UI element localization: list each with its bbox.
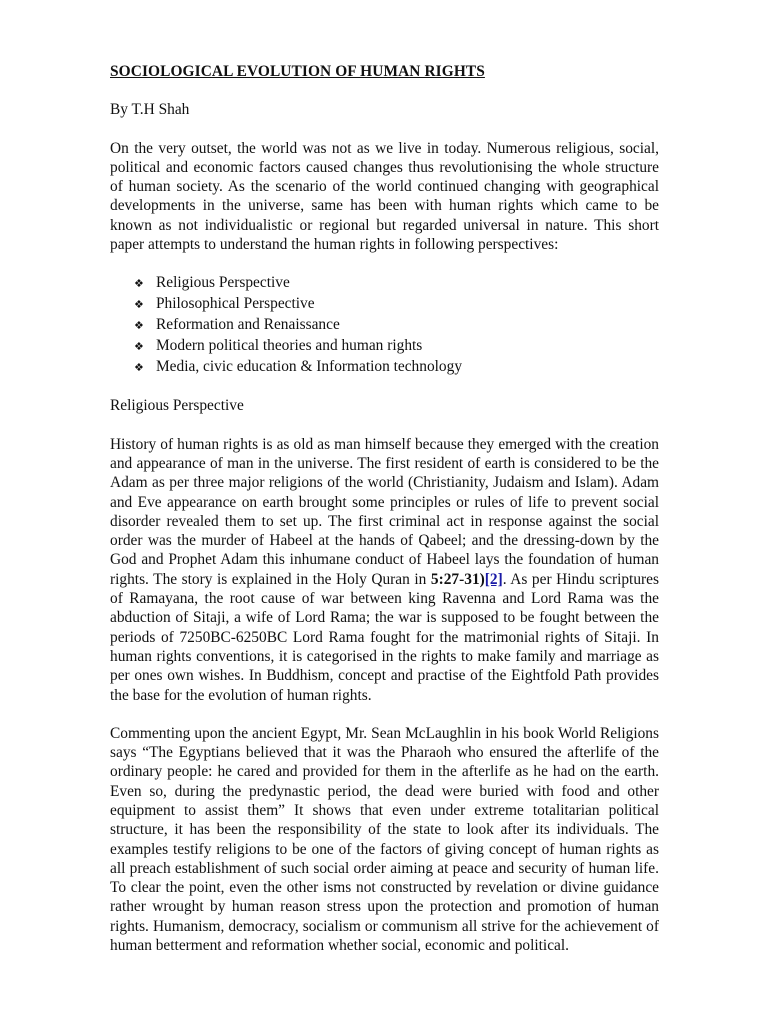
document-body	[110, 62, 659, 974]
intro-paragraph: On the very outset, the world was not as we live in today. Numerous religious, social, political and economic factors caused changes thus revolutionising the whole structure of human society. As the scenario of the world continued changing with geographical developments in the universe, same has been with human rights which came to be known as not individualistic or regional but regarded universal in nature. This short paper attempts to understand the human rights in following perspectives:	[110, 139, 659, 254]
document-title: SOCIOLOGICAL EVOLUTION OF HUMAN RIGHTS	[110, 63, 485, 80]
diamond-bullet-icon: ❖	[134, 360, 144, 374]
diamond-bullet-icon: ❖	[134, 339, 144, 353]
perspectives-list	[134, 273, 659, 377]
list-item: ❖ Religious Perspective	[134, 273, 659, 294]
egypt-paragraph: Commenting upon the ancient Egypt, Mr. Sean McLaughlin in his book World Religions says “The Egyptians believed that it was the Pharaoh who ensured the afterlife of the ordinary people: he cared and provided for them in the afterlife as he had on the earth. Even so, during the predynastic period, the dead were buried with food and other equipment to assist them” It shows that even under extreme totalitarian political structure, it has been the responsibility of the state to look after its individuals. The examples testify religions to be one of the factors of giving concept of human rights as all preach establishment of such social order aiming at peace and security of human life. To clear the point, even the other isms not constructed by revelation or divine guidance rather wrought by human reason stress upon the protection and promotion of human rights. Humanism, democracy, socialism or communism all strive for the achievement of human betterment and reformation whether social, economic and political.	[110, 724, 659, 955]
author-line: By T.H Shah	[110, 101, 190, 119]
footnote-link[interactable]: [2]	[484, 570, 503, 588]
list-item: ❖ Modern political theories and human rights	[134, 336, 659, 357]
religious-paragraph: History of human rights is as old as man himself because they emerged with the creation and appearance of man in the universe. The first resident of earth is considered to be the Adam as per three major religions of the world (Christianity, Judaism and Islam). Adam and Eve appearance on earth brought some principles or rules of life to prevent social disorder revealed them to set up. The first criminal act in response against the social order was the murder of Habeel at the hands of Qabeel; and the dressing-down by the God and Prophet Adam this inhumane conduct of Habeel lays the foundation of human rights. The story is explained in the Holy Quran in 5:27-31)[2]. As per Hindu scriptures of Ramayana, the root cause of war between king Ravenna and Lord Rama was the abduction of Sitaji, a wife of Lord Rama; the war is supposed to be fought between the periods of 7250BC-6250BC Lord Rama fought for the matrimonial rights of Sitaji. In human rights conventions, it is categorised in the rights to make family and marriage as per ones own wishes. In Buddhism, concept and practise of the Eightfold Path provides the base for the evolution of human rights.	[110, 435, 659, 704]
diamond-bullet-icon: ❖	[134, 318, 144, 332]
quran-reference: 5:27-31)	[430, 570, 485, 588]
list-item: ❖ Media, civic education & Information technology	[134, 357, 659, 378]
list-item: ❖ Reformation and Renaissance	[134, 315, 659, 336]
section-heading: Religious Perspective	[110, 397, 244, 415]
list-item: ❖ Philosophical Perspective	[134, 294, 659, 315]
diamond-bullet-icon: ❖	[134, 277, 144, 291]
diamond-bullet-icon: ❖	[134, 298, 144, 312]
